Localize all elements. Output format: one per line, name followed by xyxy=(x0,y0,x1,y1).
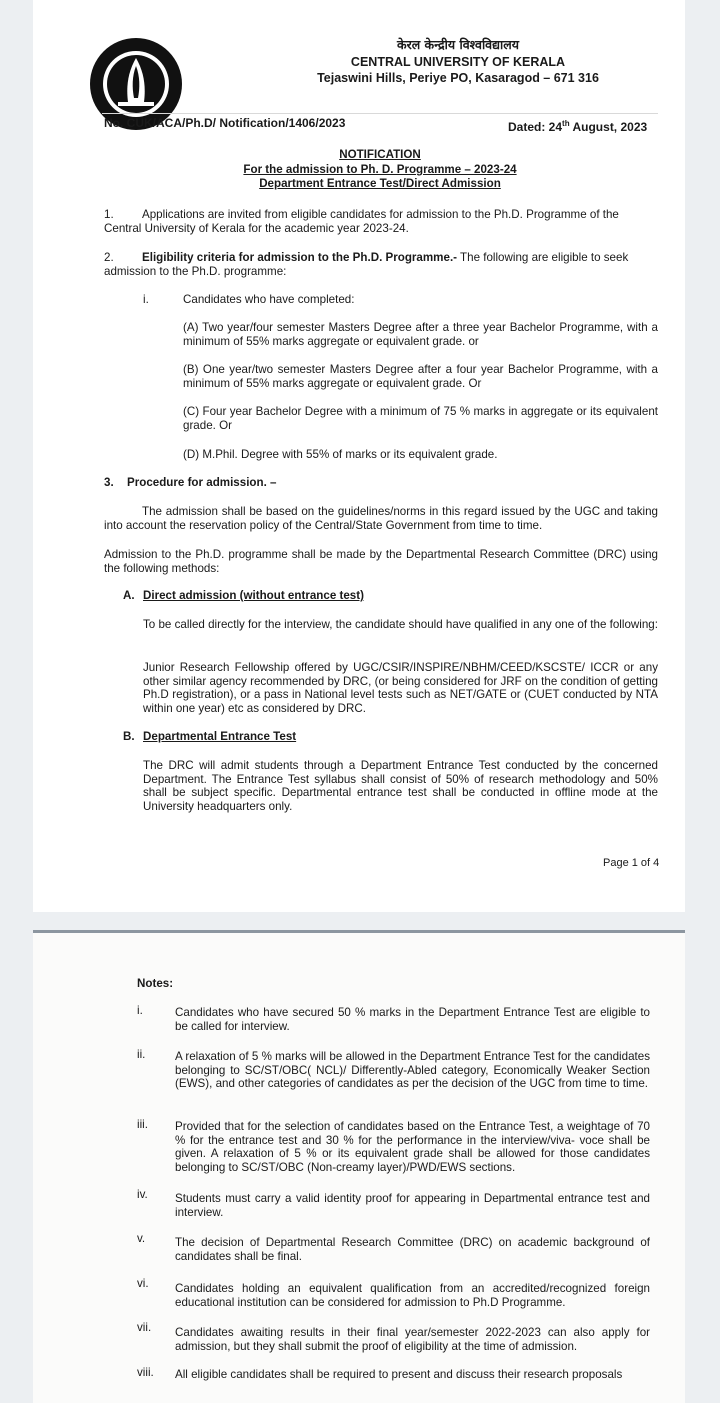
note-number: i. xyxy=(137,1004,143,1017)
note-text: Candidates who have secured 50 % marks in the Department Entrance Test are eligible to be called for interview. xyxy=(175,1006,650,1033)
procedure-paragraph-2: Admission to the Ph.D. programme shall be made by the Departmental Research Committee (DRC) using the following methods: xyxy=(104,548,658,575)
university-name: CENTRAL UNIVERSITY OF KERALA xyxy=(350,55,566,69)
note-number: v. xyxy=(137,1232,146,1245)
procedure-paragraph-1: The admission shall be based on the guidelines/norms in this regard issued by the UGC and taking into account the reservation policy of the Central/State Government from time to time. xyxy=(104,505,658,532)
para-2-number: 2. xyxy=(104,251,114,264)
para-3-heading: Procedure for admission. – xyxy=(127,476,277,489)
para-1-line-1: Applications are invited from eligible candidates for admission to the Ph.D. Programme of the xyxy=(142,208,619,221)
direct-admission-heading: Direct admission (without entrance test) xyxy=(143,589,364,602)
note-number: vi. xyxy=(137,1277,149,1290)
note-text: Students must carry a valid identity proof for appearing in Departmental entrance test and interview. xyxy=(175,1192,650,1219)
reference-number: No. CUK/ACA/Ph.D/ Notification/1406/2023 xyxy=(104,116,346,130)
eligibility-option-b: (B) One year/two semester Masters Degree after a four year Bachelor Programme, with a minimum of 55% marks aggregate or equivalent grade. Or xyxy=(183,363,658,390)
para-1-line-2: Central University of Kerala for the academic year 2023-24. xyxy=(104,222,409,235)
note-text: Candidates holding an equivalent qualification from an accredited/recognized foreign educational institution can be considered for admission to Ph.D Programme. xyxy=(175,1282,650,1309)
page-number: Page 1 of 4 xyxy=(603,857,660,869)
entrance-test-heading: Departmental Entrance Test xyxy=(143,730,297,743)
note-text: The decision of Departmental Research Committee (DRC) on academic background of candidates shall be final. xyxy=(175,1236,650,1263)
entrance-test-label: B. xyxy=(123,730,135,743)
eligibility-sub-number: i. xyxy=(143,293,149,306)
eligibility-option-c: (C) Four year Bachelor Degree with a minimum of 75 % marks in aggregate or its equivalent grade. Or xyxy=(183,405,658,432)
eligibility-option-a: (A) Two year/four semester Masters Degree after a three year Bachelor Programme, with a minimum of 55% marks aggregate or equivalent grade. or xyxy=(183,321,658,348)
note-number: ii. xyxy=(137,1048,146,1061)
para-2-line-1: Eligibility criteria for admission to the Ph.D. Programme.- The following are eligible to seek xyxy=(142,251,629,264)
para-3-number: 3. xyxy=(104,476,114,489)
admission-title: For the admission to Ph. D. Programme – 2023-24 xyxy=(243,163,517,176)
note-text: All eligible candidates shall be required to present and discuss their research proposals xyxy=(175,1368,623,1381)
para-1-number: 1. xyxy=(104,208,114,221)
para-2-line-2: admission to the Ph.D. programme: xyxy=(104,265,287,278)
note-number: viii. xyxy=(137,1366,154,1379)
notes-heading: Notes: xyxy=(137,977,174,990)
note-text: A relaxation of 5 % marks will be allowed in the Department Entrance Test for the candidates belonging to SC/ST/OBC( NCL)/ Differently-Abled category, Economically Weaker Section (EWS), and other categories of candidates as per the decision of the UGC from time to time. xyxy=(175,1050,650,1091)
note-text: Provided that for the selection of candidates based on the Entrance Test, a weightage of 70 % for the entrance test and 30 % for the performance in the interview/viva- voce shall be given. A relaxation of 5 % or its equivalent grade shall be allowed for those candidates belonging to SC/ST/OBC (Non-creamy layer)/PWD/EWS sections. xyxy=(175,1120,650,1174)
university-name-hindi: केरल केन्द्रीय विश्वविद्यालय xyxy=(397,37,519,52)
direct-admission-paragraph-1: To be called directly for the interview, the candidate should have qualified in any one of the following: xyxy=(143,618,658,631)
note-number: iv. xyxy=(137,1188,148,1201)
note-number: iii. xyxy=(137,1118,148,1131)
university-address: Tejaswini Hills, Periye PO, Kasaragod – 671 316 xyxy=(317,71,599,85)
direct-admission-paragraph-2: Junior Research Fellowship offered by UGC/CSIR/INSPIRE/NBHM/CEED/KSCSTE/ ICCR or any other similar agency recommended by DRC, (or being considered for JRF on the condition of getting Ph.D registration), or a pass in National level tests such as NET/GATE or (CUET conducted by NTA within one year) etc as considered by DRC. xyxy=(143,661,658,715)
header-divider xyxy=(102,113,658,114)
note-number: vii. xyxy=(137,1321,152,1334)
entrance-test-paragraph: The DRC will admit students through a Department Entrance Test conducted by the concerned Department. The Entrance Test syllabus shall consist of 50% of research methodology and 50% shall be subject specific. Departmental entrance test shall be conducted in offline mode at the University headquarters only. xyxy=(143,759,658,813)
entrance-test-title: Department Entrance Test/Direct Admission xyxy=(259,177,501,190)
notification-date: Dated: 24th August, 2023 xyxy=(508,119,648,134)
notification-title: NOTIFICATION xyxy=(339,148,421,161)
note-text: Candidates awaiting results in their final year/semester 2022-2023 can also apply for admission, but they shall submit the proof of eligibility at the time of admission. xyxy=(175,1326,650,1353)
direct-admission-label: A. xyxy=(123,589,135,602)
eligibility-sub-text: Candidates who have completed: xyxy=(183,293,355,306)
eligibility-option-d: (D) M.Phil. Degree with 55% of marks or its equivalent grade. xyxy=(183,448,498,461)
